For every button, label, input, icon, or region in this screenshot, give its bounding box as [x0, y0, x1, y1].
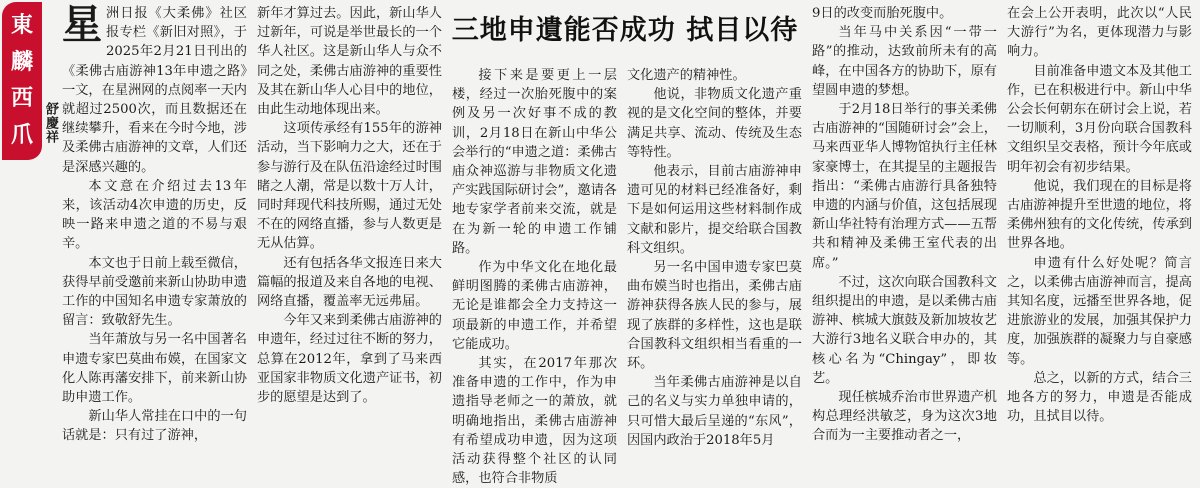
paragraph: 另一名中国申遗专家巴莫曲布嫫当时也指出，柔佛古庙游神获得各族人民的参与，展现了族群的多样性，这也是联合国教科文组织相当看重的一环。	[627, 260, 802, 372]
article-column-5	[812, 4, 997, 444]
paragraph: 这项传承经有155年的游神活动，当下影响力之大，还在于参与游行及在队伍沿途经过时围睹之人潮，常是以数十万人计，同时拜现代科技所赐，通过无处不在的网络直播，参与人数更是无从估算。	[257, 121, 442, 252]
badge-char-1: 東	[10, 13, 33, 39]
paragraph: 作为中华文化在地化最鲜明图腾的柔佛古庙游神，无论是谁都会全力支持这一项最新的申遗工作，并希望它能成功。	[452, 260, 617, 352]
paragraph: 文化遗产的精神性。	[627, 68, 746, 83]
column-masthead	[2, 2, 58, 423]
paragraph: 其实，在2017年那次准备申遗的工作中，作为申遗指导老师之一的萧放，就明确地指出，柔佛古庙游神有希望成功申遗，因为这项活动获得整个社区的认同感，也符合非物质	[452, 356, 617, 487]
paragraph: 他说，我们现在的目标是将古庙游神提升至世遗的地位，将柔佛州独有的文化传统，传承到世界各地。	[1007, 178, 1192, 252]
paragraph	[62, 1, 247, 177]
paragraph: 他说，非物质文化遗产重视的是文化空间的整体，并要满足共享、流动、传统及生态等特性。	[627, 87, 802, 160]
paragraph: 新山华人常挂在口中的一句话就是：只有过了游神，	[62, 409, 247, 444]
paragraph: 不过，这次向联合国教科文组织提出的申遗，是以柔佛古庙游神、槟城大旗鼓及新加坡妆艺大游行3地名义联合申办的，其核心名为“Chingay”，即妆艺。	[812, 274, 997, 386]
paragraph: 当年柔佛古庙游神是以自己的名义与实力单独申请的，只可惜大最后呈递的“东风”，因国内政治于2018年5月	[627, 375, 802, 448]
paragraph: 还有包括各华文报连日来大篇幅的报道及来自各地的电视、网络直播，覆盖率无远弗届。	[257, 255, 442, 310]
paragraph: 申遗有什么好处呢？简言之，以柔佛古庙游神而言，提高其知名度，远播至世界各地，促进旅游业的发展，加强其保护力度，加强族群的凝聚力与自豪感等。	[1007, 255, 1192, 367]
article-column-1	[62, 1, 247, 444]
paragraph: 现任槟城乔治市世界遗产机构总理经洪敏芝，身为这次3地合而为一主要推动者之一，	[812, 390, 997, 444]
author-byline: 舒慶祥	[43, 102, 58, 144]
paragraph-text: 洲日报《大柔佛》社区报专栏《新旧对照》，于2025年2月21日刊出的《柔佛古庙游神13年申遗之路》一文，在星洲网的点阅率一天内就超过2500次，而且数据还在继续攀升，看来在今时今地，涉及柔佛古庙游神的文章，人们还是深感兴趣的。	[62, 6, 247, 175]
paragraph: 新年才算过去。因此，新山华人过新年，可说是举世最长的一个华人社区。这是新山华人与众不同之处，柔佛古庙游神的重要性及其在新山华人心目中的地位，由此生动地体现出来。	[257, 6, 442, 118]
badge-char-3: 西	[10, 86, 33, 112]
paragraph: 9日的改变而胎死腹中。	[812, 6, 953, 21]
column-title-badge	[2, 2, 42, 160]
paragraph: 当年萧放与另一名中国著名申遗专家巴莫曲布嫫，在国家文化人陈再藩安排下，前来新山协助申遗工作。	[62, 332, 247, 406]
article-column-4	[627, 66, 802, 448]
paragraph: 今年又来到柔佛古庙游神的申遗年，经过过往不断的努力，总算在2012年，拿到了马来西亚国家非物质文化遗产证书，初步的愿望是达到了。	[257, 313, 442, 406]
drop-cap: 星	[62, 1, 102, 48]
paragraph: 他表示，目前古庙游神申遗可见的材料已经准备好，剩下是如何运用这些材料制作成文献和影片，提交给联合国教科文组织。	[627, 164, 802, 256]
headline: 三地申遺能否成功 拭目以待	[451, 15, 799, 46]
paragraph: 总之，以新的方式，结合三地各方的努力，申遗是否能成功，且拭目以待。	[1007, 370, 1192, 425]
article-column-2	[257, 4, 442, 422]
paragraph: 于2月18日举行的事关柔佛古庙游神的“国随研讨会”会上，马来西亚华人博物馆执行主任林家豪博士，在其提呈的主题报告指出：“柔佛古庙游行具备独特申遗的内涵与价值，这包括展现新山华社特有治理方式——五帮共和精神及柔佛王室代表的出席。”	[812, 102, 997, 271]
paragraph: 本文意在介绍过去13年来，该活动4次申遗的历史，反映一路来申遗之道的不易与艰辛。	[62, 178, 247, 252]
badge-char-4: 爪	[10, 122, 33, 148]
article-column-3	[452, 66, 617, 487]
article-column-6	[1007, 4, 1192, 425]
paragraph: 在会上公开表明，此次以“人民大游行”为名，更体现潜力与影响力。	[1007, 6, 1192, 60]
paragraph: 本文也于日前上载至微信，获得早前受邀前来新山协助申遗工作的中国知名申遗专家萧放的留言：致敬舒先生。	[62, 255, 247, 329]
paragraph: 目前准备申遗文本及其他工作，已在积极进行中。新山中华公会长何朝东在研讨会上说，若一切顺利，3月份向联合国教科文组织呈交表格，预计今年底或明年初会有初步结果。	[1007, 63, 1192, 175]
paragraph: 当年马中关系因“一带一路”的推动，达致前所未有的高峰，在中国各方的协助下，原有望圆申遗的梦想。	[812, 25, 997, 98]
paragraph: 接下来是要更上一层楼，经过一次胎死腹中的案例及另一次好事不成的教训，2月18日在新山中华公会举行的“申遗之道：柔佛古庙众神巡游与非物质文化遗产实践国际研讨会”，邀请各地专家学者前来交流，就是在为新一轮的申遗工作铺路。	[452, 68, 617, 256]
badge-char-2: 麟	[10, 49, 33, 75]
